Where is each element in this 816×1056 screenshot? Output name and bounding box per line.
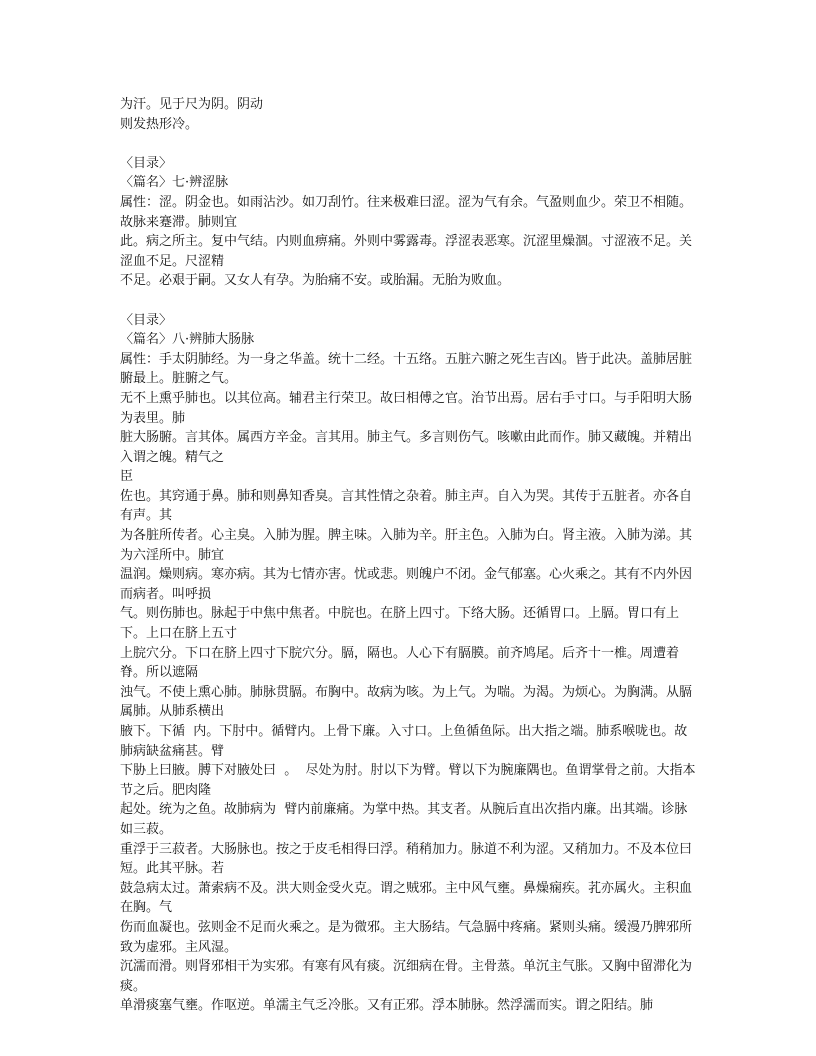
text-line: 下胁上曰腋。膊下对腋处曰 。 尽处为肘。肘以下为臂。臂以下为腕廉隅也。鱼谓掌骨之前。大指本节之后。肥肉隆 xyxy=(120,763,696,798)
text-line: 气。则伤肺也。脉起于中焦中焦者。中脘也。在脐上四寸。下络大肠。还循胃口。上膈。胃口有上下。上口在脐上五寸 xyxy=(120,606,680,642)
text-line: 为各脏所传者。心主臭。入肺为腥。脾主味。入肺为辛。肝主色。入肺为白。肾主液。入肺为涕。其为六淫所中。肺宜 xyxy=(120,528,693,563)
paragraph-spacer xyxy=(120,291,700,311)
text-line: 腋下。下循 内。下肘中。循臂内。上骨下廉。入寸口。上鱼循鱼际。出大指之端。肺系喉咙也。故肺病缺盆痛甚。臂 xyxy=(120,724,688,759)
toc-marker: 〈目录〉 xyxy=(120,155,173,171)
text-line: 伤而血凝也。弦则金不足而火乘之。是为微邪。主大肠结。气急膈中疼痛。紧则头痛。缓漫乃脾邪所致为虚邪。主风湿。 xyxy=(120,919,693,955)
text-line: 起处。统为之鱼。故肺病为 臂内前廉痛。为掌中热。其支者。从腕后直出次指内廉。出其端。诊脉如三菽。 xyxy=(120,802,688,837)
text-line: 不足。必艰于嗣。又女人有孕。为胎痛不安。或胎漏。无胎为败血。 xyxy=(120,273,511,289)
text-line: 此。病之所主。复中气结。内则血痹痛。外则中雾露毒。浮涩表恶寒。沉涩里燥涸。寸涩液不足。关涩血不足。尺涩精 xyxy=(120,234,693,269)
text-line: 臣 xyxy=(120,469,134,485)
text-line: 属性：涩。阴金也。如雨沾沙。如刀刮竹。往来极难曰涩。涩为气有余。气盈则血少。荣卫不相随。故脉来蹇滞。肺则宜 xyxy=(120,194,693,230)
text-line: 上脘穴分。下口在脐上四寸下脘穴分。膈，隔也。人心下有膈膜。前齐鸠尾。后齐十一椎。周遭着脊。所以遮隔 xyxy=(120,645,680,681)
text-line: 无不上熏乎肺也。以其位高。辅君主行荣卫。故曰相傅之官。治节出焉。居右手寸口。与手阳明大肠为表里。肺 xyxy=(120,390,693,426)
text-line: 鼓急病太过。萧索病不及。洪大则金受火克。谓之贼邪。主中风气壅。鼻燥痫疾。芤亦属火。主积血在胸。气 xyxy=(120,880,693,916)
text-line: 浊气。不使上熏心肺。肺脉贯膈。布胸中。故病为咳。为上气。为喘。为渴。为烦心。为胸满。从膈属肺。从肺系横出 xyxy=(120,684,693,720)
text-line: 属性：手太阴肺经。为一身之华盖。统十二经。十五络。五脏六腑之死生吉凶。皆于此决。盖肺居脏腑最上。脏腑之气。 xyxy=(120,351,693,387)
text-line: 温润。燥则病。寒亦病。其为七情亦害。忧或悲。则魄户不闭。金气郁塞。心火乘之。其有不内外因而病者。叫呼损 xyxy=(120,567,693,602)
text-line: 则发热形冷。 xyxy=(120,116,199,132)
section-title: 〈篇名〉七·辨涩脉 xyxy=(120,175,229,191)
text-line: 沉濡而滑。则肾邪相干为实邪。有寒有风有痰。沉细病在骨。主骨蒸。单沉主气胀。又胸中留滞化为痰。 xyxy=(120,959,693,994)
paragraph-spacer xyxy=(120,134,700,154)
text-line: 脏大肠腑。言其体。属西方辛金。言其用。肺主气。多言则伤气。咳嗽由此而作。肺又藏魄。并精出入谓之魄。精气之 xyxy=(120,430,693,465)
text-line: 单滑痰塞气壅。作呕逆。单濡主气乏冷胀。又有正邪。浮本肺脉。然浮濡而实。谓之阳结。肺 xyxy=(120,998,654,1014)
text-line: 重浮于三菽者。大肠脉也。按之于皮毛相得曰浮。稍稍加力。脉道不利为涩。又稍加力。不及本位曰短。此其平脉。若 xyxy=(120,841,693,877)
section-title: 〈篇名〉八·辨肺大肠脉 xyxy=(120,332,255,348)
document-page xyxy=(120,95,700,1016)
toc-marker: 〈目录〉 xyxy=(120,312,173,328)
text-line: 佐也。其窍通于鼻。肺和则鼻知香臭。言其性情之杂着。肺主声。自入为哭。其传于五脏者。亦各自有声。其 xyxy=(120,488,693,524)
text-line: 为汗。见于尺为阴。阴动 xyxy=(120,97,264,112)
